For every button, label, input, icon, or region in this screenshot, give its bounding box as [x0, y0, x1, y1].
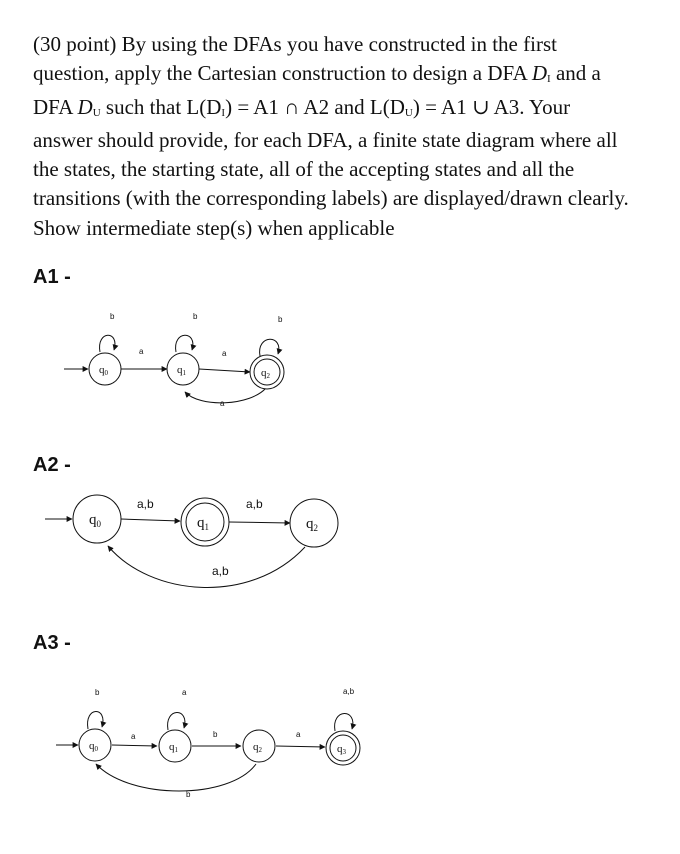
svg-text:q0: q0 [99, 364, 108, 377]
a2-label-q1-q2: a,b [246, 497, 263, 511]
a3-label-q1-q2: b [213, 730, 218, 739]
a3-edge-q2-q0 [96, 764, 256, 791]
a3-label-q0-q1: a [131, 732, 136, 741]
a2-label-q2-q0: a,b [212, 564, 229, 578]
a1-label-q0-q1: a [139, 347, 144, 356]
a2-label: A2 - [33, 454, 71, 476]
svg-text:q0: $q_0$ [89, 512, 101, 529]
svg-text:q2: q2 [253, 741, 262, 754]
question-text: (30 point) By using the DFAs you have constructed in the first question, apply the Cartesian construction to design a DFA $D_I$ and a DFA $D_U$ such that $L(D_I) = A1$ ∩ A2 and $L(D_U) = A1$ ∪ A3. Your answer should provide, for each DFA, a finite state diagram where all the states, the starting state, all of the accepting states and all the transitions (with the corresponding labels) are displayed/drawn clearly. Show intermediate step(s) when applicable [33, 32, 629, 240]
a3-edge-q2-q3 [276, 746, 325, 747]
svg-text:q1: q1 [177, 364, 186, 377]
a3-loop-q1 [168, 712, 185, 730]
svg-text:q2: $q_2$ [306, 516, 318, 533]
a3-loop-q0 [88, 711, 103, 729]
svg-text:q1: q1 [169, 741, 178, 754]
a3-label-loop-q3: a,b [343, 687, 355, 696]
a1-label-loop-q2: b [278, 315, 283, 324]
a3-label-loop-q0: b [95, 688, 100, 697]
a3-label: A3 - [33, 632, 71, 654]
a3-loop-q3 [335, 713, 353, 731]
a3-edge-q0-q1 [112, 745, 157, 746]
a1-label: A1 - [33, 266, 71, 288]
a1-label-loop-q1: b [193, 312, 198, 321]
svg-text:q3: q3 [337, 743, 346, 756]
svg-text:q1: $q_1$ [197, 515, 209, 532]
a1-label-q2-q1: a [220, 399, 225, 408]
a3-label-loop-q1: a [182, 688, 187, 697]
a1-label-loop-q0: b [110, 312, 115, 321]
a3-label-q2-q3: a [296, 730, 301, 739]
a3-label-q2-q0: b [186, 790, 191, 799]
svg-text:q2: q2 [261, 367, 270, 380]
a1-label-q1-q2: a [222, 349, 227, 358]
a2-label-q0-q1: a,b [137, 497, 154, 511]
question-points: (30 point) [33, 32, 117, 56]
svg-text:q0: q0 [89, 740, 98, 753]
